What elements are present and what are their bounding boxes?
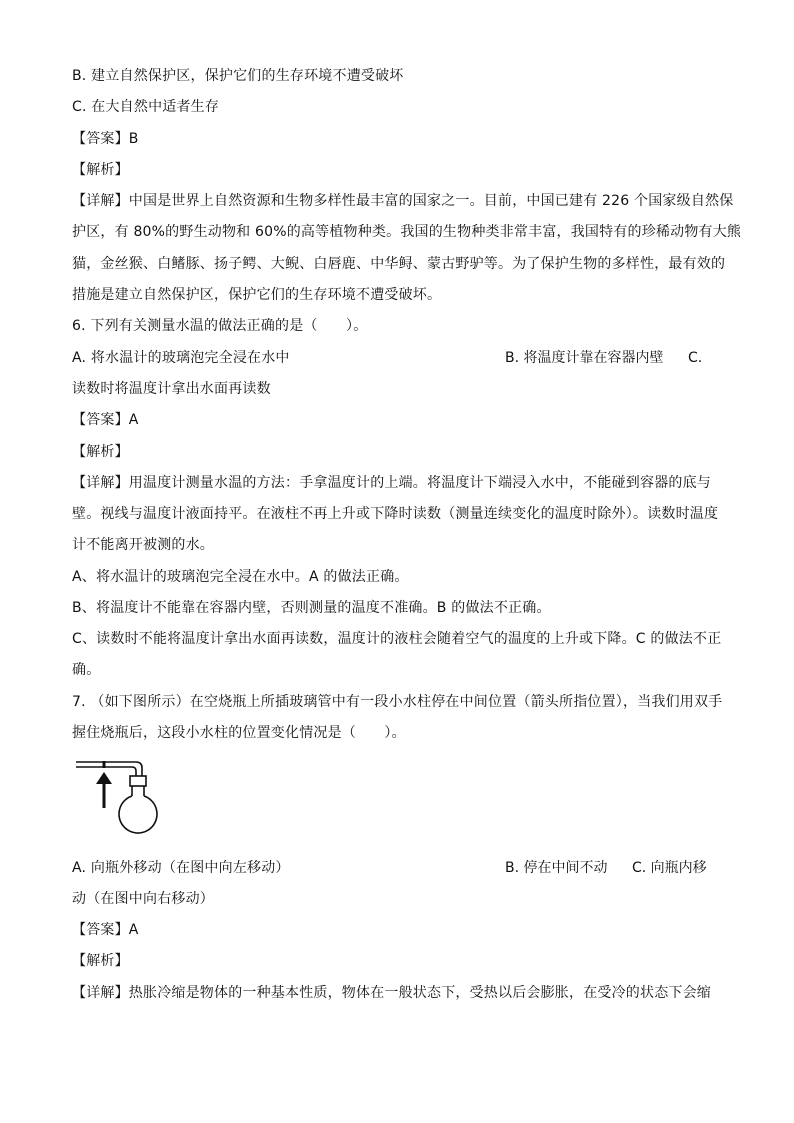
question-6-option-c-text: 读数时将温度计拿出水面再读数	[72, 381, 271, 397]
answer-label: 【答案】A	[72, 922, 139, 938]
explanation-line-3: 计不能离开被测的水。	[72, 537, 214, 553]
explanation-line-3: 猫，金丝猴、白鳍豚、扬子鳄、大鲵、白唇鹿、中华鲟、蒙古野驴等。为了保护生物的多样性，最有效的	[72, 256, 726, 272]
explanation-option-a: A、将水温计的玻璃泡完全浸在水中。A 的做法正确。	[72, 569, 409, 585]
option-c-text: C. 在大自然中适者生存	[72, 99, 220, 115]
explanation-line-2: 护区，有 80%的野生动物和 60%的高等植物种类。我国的生物种类非常丰富，我国特有的珍稀动物有大熊	[72, 224, 742, 240]
question-6-option-b: B. 将温度计靠在容器内壁	[505, 350, 664, 366]
option-b-text: B. 建立自然保护区，保护它们的生存环境不遭受破坏	[72, 68, 404, 84]
question-7-option-c: C. 向瓶内移	[632, 860, 707, 876]
question-7-stem-2: 握住烧瓶后，这段小水柱的位置变化情况是（ ）。	[72, 725, 406, 741]
analysis-label: 【解析】	[72, 953, 129, 969]
explanation-line-1: 【详解】热胀冷缩是物体的一种基本性质，物体在一般状态下，受热以后会膨胀，在受冷的状态下会缩	[72, 985, 711, 1001]
answer-label: 【答案】A	[72, 412, 139, 428]
question-7-option-a: A. 向瓶外移动（在图中向左移动）	[72, 860, 290, 876]
explanation-line-1: 【详解】中国是世界上自然资源和生物多样性最丰富的国家之一。目前，中国已建有 226 个国家级自然保	[72, 193, 734, 209]
question-6-stem: 6. 下列有关测量水温的做法正确的是（ ）。	[72, 318, 368, 334]
explanation-option-c-cont: 确。	[72, 662, 101, 678]
analysis-label: 【解析】	[72, 162, 129, 178]
question-7-option-b: B. 停在中间不动	[505, 860, 608, 876]
question-6-option-a: A. 将水温计的玻璃泡完全浸在水中	[72, 350, 290, 366]
arrow-head-icon	[96, 772, 112, 784]
tube-bend-inner	[132, 767, 136, 776]
explanation-line-1: 【详解】用温度计测量水温的方法：手拿温度计的上端。将温度计下端浸入水中，不能碰到容器的底与	[72, 475, 711, 491]
question-7-option-c-cont: 动（在图中向右移动）	[72, 891, 214, 907]
explanation-line-4: 措施是建立自然保护区，保护它们的生存环境不遭受破坏。	[72, 287, 442, 303]
question-6-option-c-label: C.	[688, 350, 703, 366]
explanation-line-2: 壁。视线与温度计液面持平。在液柱不再上升或下降时读数（测量连续变化的温度时除外）。读数时温度	[72, 506, 719, 522]
answer-label: 【答案】B	[72, 131, 139, 147]
analysis-label: 【解析】	[72, 444, 129, 460]
flask-tube-diagram	[70, 756, 170, 836]
stopper	[130, 776, 146, 786]
explanation-option-b: B、将温度计不能靠在容器内壁，否则测量的温度不准确。B 的做法不正确。	[72, 600, 551, 616]
flask-bulb	[119, 796, 157, 833]
explanation-option-c: C、读数时不能将温度计拿出水面再读数，温度计的液柱会随着空气的温度的上升或下降。C 的做法不正	[72, 631, 722, 647]
question-7-stem-1: 7. （如下图所示）在空烧瓶上所插玻璃管中有一段小水柱停在中间位置（箭头所指位置），当我们用双手	[72, 694, 723, 710]
tube-bend-outer	[136, 762, 142, 776]
